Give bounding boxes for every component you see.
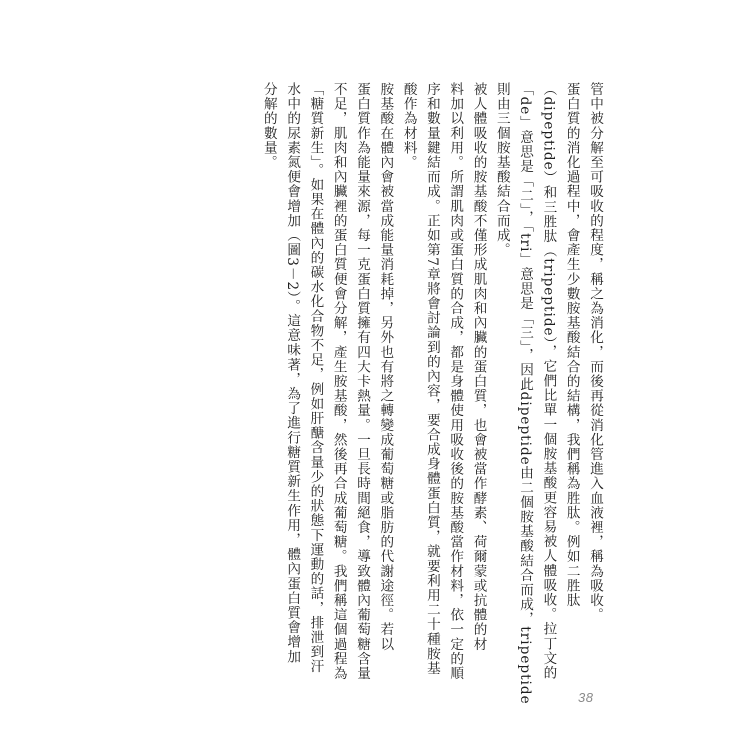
text-column: （dipeptide）和三胜肽（tripeptide），它們比單一個胺基酸更容易被人體吸收。拉丁文的: [540, 82, 557, 681]
text-column: 序和數量鍵結而成。正如第7章將會討論到的內容，要合成身體蛋白質，就要利用二十種胺基: [423, 82, 440, 676]
text-column: 酸作為材料。: [400, 82, 417, 170]
text-column: 管中被分解至可吸收的程度，稱之為消化，而後再從消化管進入血液裡，稱為吸收。: [587, 82, 603, 623]
page-number: 38: [578, 690, 594, 705]
text-column: 蛋白質作為能量來源，每一克蛋白質擁有四大卡熱量。一旦長時間絕食，導致體內葡萄糖含量: [354, 82, 371, 681]
text-column: 水中的尿素氮便會增加（圖3－2）。這意味著，為了進行糖質新生作用，體內蛋白質會增加: [284, 82, 301, 664]
text-column: 不足，肌肉和內臟裡的蛋白質便會分解，產生胺基酸，然後再合成葡萄糖。我們稱這個過程為: [330, 82, 347, 681]
text-column: 分解的數量。: [260, 82, 277, 170]
text-column: 蛋白質的消化過程中，會產生少數胺基酸結合的結構，我們稱為胜肽。例如二胜肽: [563, 82, 580, 608]
text-column: 被人體吸收的胺基酸不僅形成肌肉和內臟的蛋白質，也會被當作酵素、荷爾蒙或抗體的材: [470, 82, 487, 652]
text-column: 胺基酸在體內會被當成能量消耗掉，另外也有將之轉變成葡萄糖或脂肪的代謝途徑。若以: [377, 82, 394, 652]
text-column: 「de」意思是「二」，「tri」意思是「三」，因此dipeptide由二個胺基酸結合而成，tripeptide: [517, 82, 534, 705]
text-column: 料加以利用。所謂肌肉或蛋白質的合成，都是身體使用吸收後的胺基酸當作材料，依一定的順: [447, 82, 464, 681]
text-column: 「糖質新生」。如果在體內的碳水化合物不足，例如肝醣含量少的狀態下運動的話，排泄到汗: [307, 82, 324, 674]
text-column: 則由三個胺基酸結合而成。: [493, 82, 510, 258]
